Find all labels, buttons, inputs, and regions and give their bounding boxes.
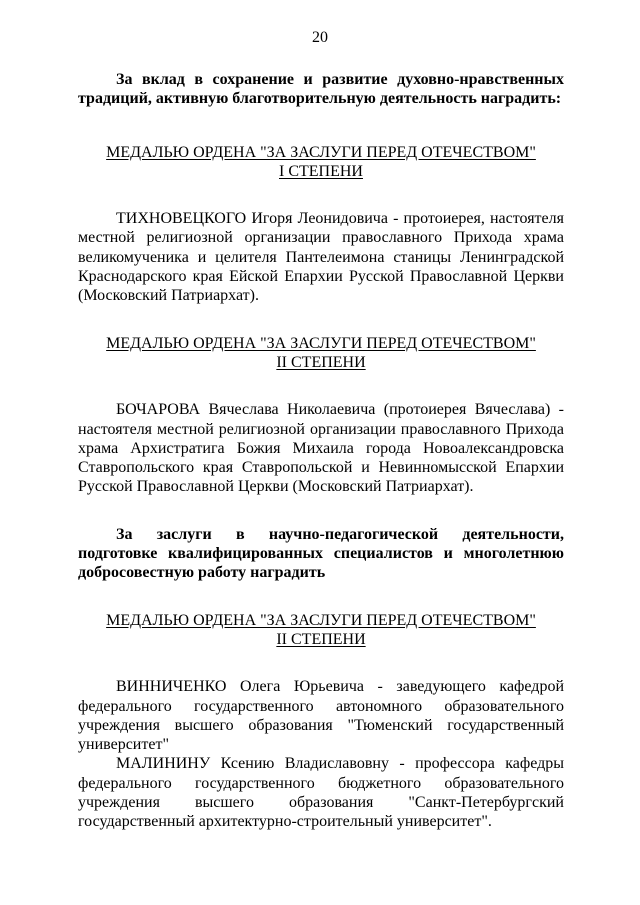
award-title-heading	[78, 611, 564, 650]
awardee-paragraph: ВИННИЧЕНКО Олега Юрьевича - заведующего кафедрой федерального государственного автономного образовательного учреждения высшего образования "Тюменский государственный университет"	[78, 678, 564, 754]
award-degree-line: I СТЕПЕНИ	[279, 162, 363, 180]
award-title-line: МЕДАЛЬЮ ОРДЕНА "ЗА ЗАСЛУГИ ПЕРЕД ОТЕЧЕСТВОМ"	[106, 143, 536, 161]
award-degree-line: II СТЕПЕНИ	[276, 630, 366, 648]
award-reason-heading: За заслуги в научно-педагогической деятельности, подготовке квалифицированных специалистов и многолетнюю добросовестную работу наградить	[78, 525, 564, 582]
awardee-paragraph: ТИХНОВЕЦКОГО Игоря Леонидовича - протоиерея, настоятеля местной религиозной организации православного Прихода храма великомученика и целителя Пантелеимона станицы Ленинградской Краснодарского края Ейской Епархии Русской Православной Церкви (Московский Патриархат).	[78, 210, 564, 305]
award-title-line: МЕДАЛЬЮ ОРДЕНА "ЗА ЗАСЛУГИ ПЕРЕД ОТЕЧЕСТВОМ"	[106, 334, 536, 352]
award-title-heading	[78, 143, 564, 182]
award-title-line: МЕДАЛЬЮ ОРДЕНА "ЗА ЗАСЛУГИ ПЕРЕД ОТЕЧЕСТВОМ"	[106, 611, 536, 629]
award-degree-line: II СТЕПЕНИ	[276, 353, 366, 371]
award-title-heading	[78, 334, 564, 373]
award-reason-heading: За вклад в сохранение и развитие духовно-нравственных традиций, активную благотворительную деятельность наградить:	[78, 71, 564, 108]
awardee-paragraph: БОЧАРОВА Вячеслава Николаевича (протоиерея Вячеслава) - настоятеля местной религиозной организации православного Прихода храма Архистратига Божия Михаила города Новоалександровска Ставропольского края Ставропольской и Невинномысской Епархии Русской Православной Церкви (Московский Патриархат).	[78, 401, 564, 496]
awardee-paragraph: МАЛИНИНУ Ксению Владиславовну - профессора кафедры федерального государственного бюджетного образовательного учреждения высшего образования "Санкт-Петербургский государственный архитектурно-строительный университет".	[78, 755, 564, 831]
document-body	[78, 70, 564, 832]
page-number: 20	[312, 29, 328, 46]
